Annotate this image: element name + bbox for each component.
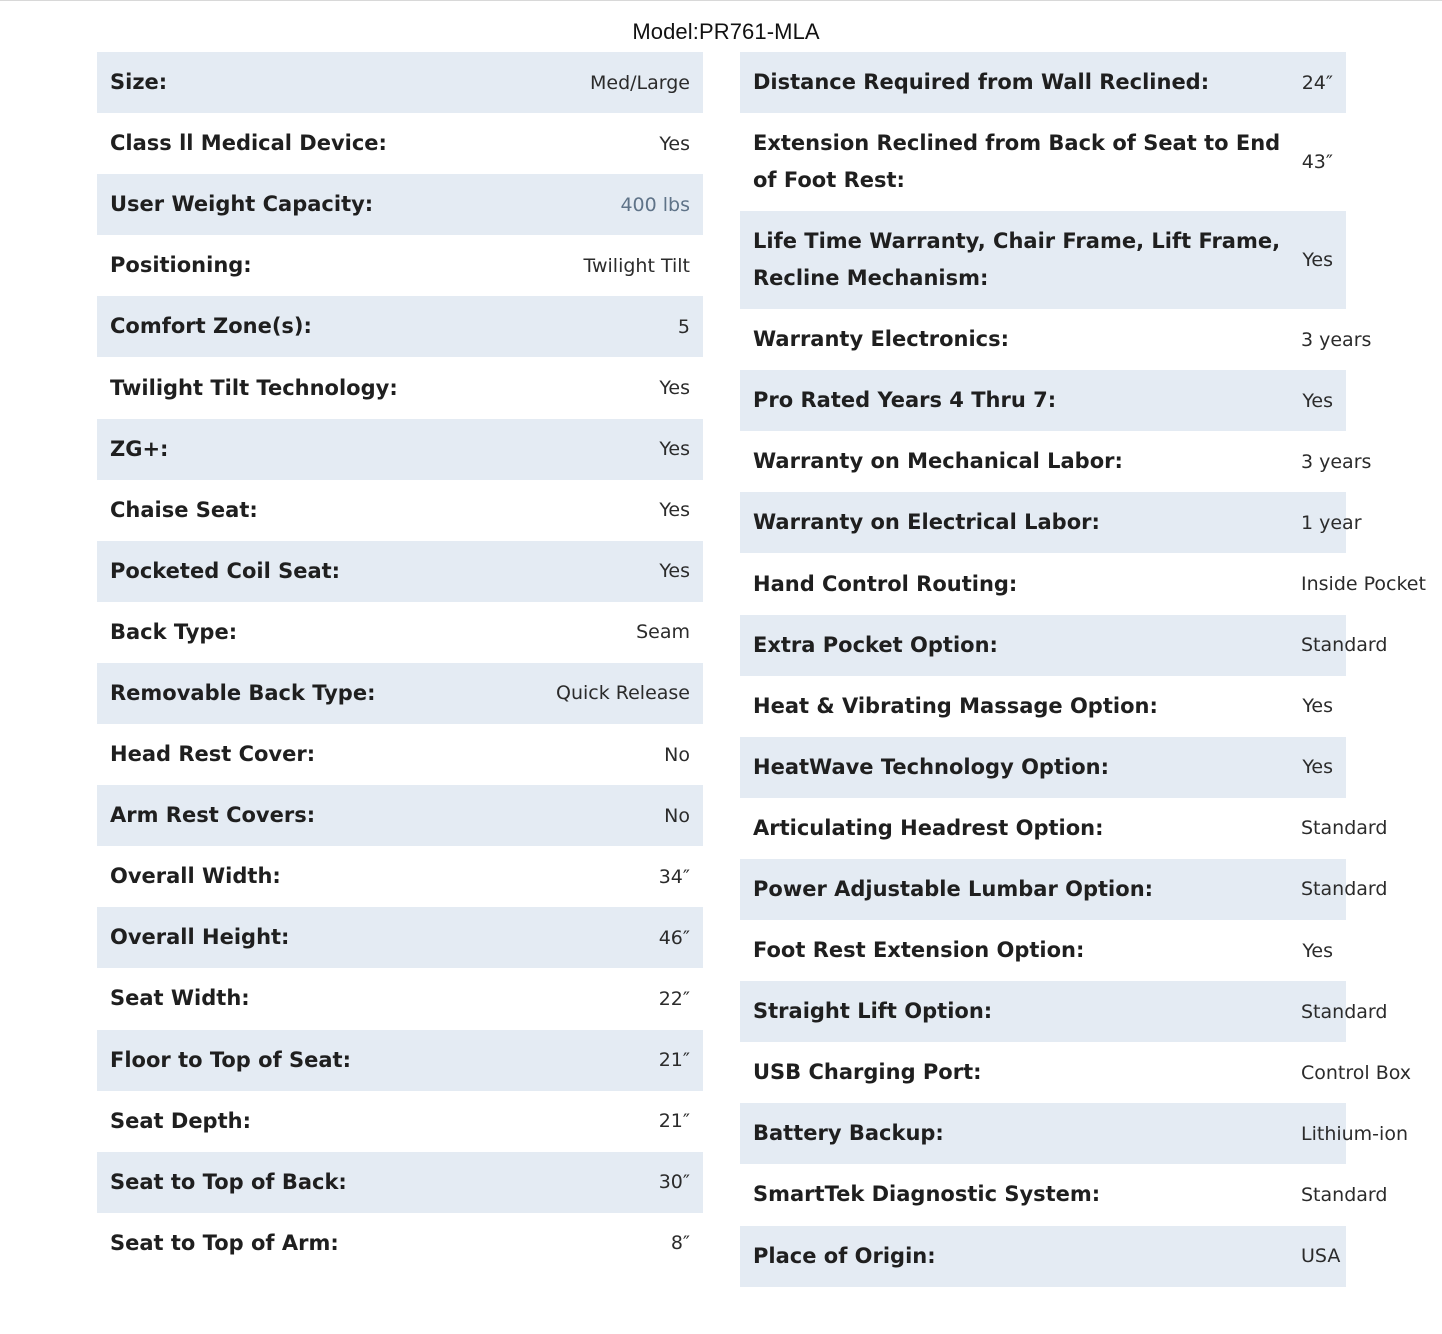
spec-value: 30″ — [527, 1152, 703, 1213]
table-row — [97, 1213, 703, 1274]
spec-value: Yes — [1302, 939, 1333, 962]
table-row — [97, 541, 703, 602]
spec-label: Positioning: — [110, 253, 252, 278]
spec-value: Standard — [1288, 981, 1346, 1042]
spec-value: Standard — [1301, 1183, 1388, 1206]
spec-value: Quick Release — [527, 663, 703, 724]
spec-value: 8″ — [670, 1232, 690, 1255]
table-row — [740, 553, 1346, 614]
table-row — [740, 676, 1346, 737]
spec-label: Warranty on Electrical Labor: — [740, 492, 1288, 553]
spec-label: Arm Rest Covers: — [97, 785, 527, 846]
spec-value: Seam — [636, 621, 690, 644]
spec-value: Yes — [659, 132, 690, 155]
spec-value: 21″ — [527, 1030, 703, 1091]
spec-value: Yes — [659, 499, 690, 522]
spec-value: Standard — [1288, 615, 1346, 676]
spec-value: Med/Large — [527, 52, 703, 113]
right-spec-table — [740, 52, 1426, 1287]
table-row — [740, 615, 1346, 676]
spec-label: User Weight Capacity: — [97, 174, 527, 235]
spec-value: Lithium-ion — [1288, 1103, 1346, 1164]
table-row — [97, 419, 703, 480]
table-row — [97, 1091, 703, 1152]
spec-label: Back Type: — [110, 619, 238, 644]
spec-value: 5 — [527, 296, 703, 357]
spec-label: Pocketed Coil Seat: — [97, 541, 527, 602]
table-row — [97, 1030, 703, 1091]
spec-label: Chaise Seat: — [110, 497, 258, 522]
spec-label: Seat Width: — [110, 986, 250, 1011]
spec-label: Heat & Vibrating Massage Option: — [753, 693, 1158, 718]
spec-value: 43″ — [1301, 151, 1333, 174]
table-row — [97, 724, 703, 785]
spec-value: 1 year — [1288, 492, 1346, 553]
table-row — [740, 1103, 1346, 1164]
table-row — [97, 174, 703, 235]
spec-value: 34″ — [658, 865, 690, 888]
spec-label: Place of Origin: — [740, 1226, 1288, 1287]
spec-value: Yes — [1288, 737, 1346, 798]
spec-value: Yes — [1288, 370, 1346, 431]
table-row — [740, 859, 1346, 920]
table-row — [97, 907, 703, 968]
table-row — [97, 602, 703, 663]
spec-label: Battery Backup: — [740, 1103, 1288, 1164]
spec-label: Extension Reclined from Back of Seat to End of Foot Rest: — [753, 131, 1281, 193]
table-row — [740, 431, 1346, 492]
spec-label: SmartTek Diagnostic System: — [753, 1182, 1101, 1207]
table-row — [97, 1152, 703, 1213]
table-row — [97, 52, 703, 113]
spec-label: Twilight Tilt Technology: — [110, 375, 398, 400]
spec-label: Pro Rated Years 4 Thru 7: — [740, 370, 1288, 431]
table-row — [740, 211, 1346, 309]
spec-label: Class ll Medical Device: — [110, 131, 387, 156]
table-row — [97, 113, 703, 174]
spec-label: Hand Control Routing: — [753, 571, 1018, 596]
spec-value: No — [664, 743, 690, 766]
table-row — [97, 968, 703, 1029]
spec-label: Size: — [97, 52, 527, 113]
spec-label: Life Time Warranty, Chair Frame, Lift Frame, Recline Mechanism: — [740, 211, 1288, 309]
table-row — [740, 370, 1346, 431]
table-row — [740, 52, 1346, 113]
left-spec-table — [97, 52, 703, 1274]
spec-value: Yes — [527, 419, 703, 480]
spec-label: Articulating Headrest Option: — [753, 815, 1104, 840]
spec-label: Seat to Top of Back: — [97, 1152, 527, 1213]
table-row — [97, 846, 703, 907]
spec-label: Distance Required from Wall Reclined: — [740, 52, 1288, 113]
spec-label: Floor to Top of Seat: — [97, 1030, 527, 1091]
spec-label: HeatWave Technology Option: — [740, 737, 1288, 798]
spec-value: No — [527, 785, 703, 846]
spec-value: 22″ — [658, 987, 690, 1010]
spec-value: 21″ — [658, 1110, 690, 1133]
table-row — [97, 296, 703, 357]
spec-label: Seat to Top of Arm: — [110, 1230, 339, 1255]
table-row — [97, 480, 703, 541]
spec-value: 46″ — [527, 907, 703, 968]
table-row — [740, 1042, 1346, 1103]
spec-label: Overall Width: — [110, 864, 281, 889]
spec-value: Yes — [1302, 695, 1333, 718]
spec-label: Seat Depth: — [110, 1108, 251, 1133]
table-row — [97, 663, 703, 724]
spec-value: Inside Pocket — [1301, 573, 1426, 596]
table-row — [97, 785, 703, 846]
spec-value: USA — [1288, 1226, 1346, 1287]
page-title: Model:PR761-MLA — [632, 19, 820, 44]
spec-label: Straight Lift Option: — [740, 981, 1288, 1042]
spec-value: Standard — [1301, 817, 1388, 840]
spec-label: Warranty Electronics: — [753, 327, 1010, 352]
spec-value: Standard — [1288, 859, 1346, 920]
spec-value: 400 lbs — [527, 174, 703, 235]
spec-label: Extra Pocket Option: — [740, 615, 1288, 676]
spec-value: 24″ — [1288, 52, 1346, 113]
table-row — [740, 1226, 1346, 1287]
spec-value: Yes — [527, 541, 703, 602]
spec-label: Head Rest Cover: — [110, 742, 316, 767]
table-row — [740, 920, 1346, 981]
table-row — [740, 309, 1346, 370]
spec-value: 3 years — [1301, 328, 1372, 351]
table-row — [740, 737, 1346, 798]
table-row — [740, 1164, 1346, 1225]
spec-value: 3 years — [1301, 450, 1372, 473]
spec-label: Comfort Zone(s): — [97, 296, 527, 357]
spec-value: Yes — [659, 377, 690, 400]
table-row — [97, 357, 703, 418]
spec-label: Power Adjustable Lumbar Option: — [740, 859, 1288, 920]
spec-value: Yes — [1288, 211, 1346, 309]
spec-label: ZG+: — [97, 419, 527, 480]
spec-label: Overall Height: — [97, 907, 527, 968]
spec-label: Removable Back Type: — [97, 663, 527, 724]
spec-value: Twilight Tilt — [583, 254, 690, 277]
table-row — [97, 235, 703, 296]
table-row — [740, 981, 1346, 1042]
table-row — [740, 798, 1346, 859]
spec-value: Control Box — [1301, 1061, 1412, 1084]
spec-label: Foot Rest Extension Option: — [753, 938, 1085, 963]
table-row — [740, 113, 1346, 211]
spec-label: USB Charging Port: — [753, 1060, 982, 1085]
spec-label: Warranty on Mechanical Labor: — [753, 449, 1123, 474]
table-row — [740, 492, 1346, 553]
